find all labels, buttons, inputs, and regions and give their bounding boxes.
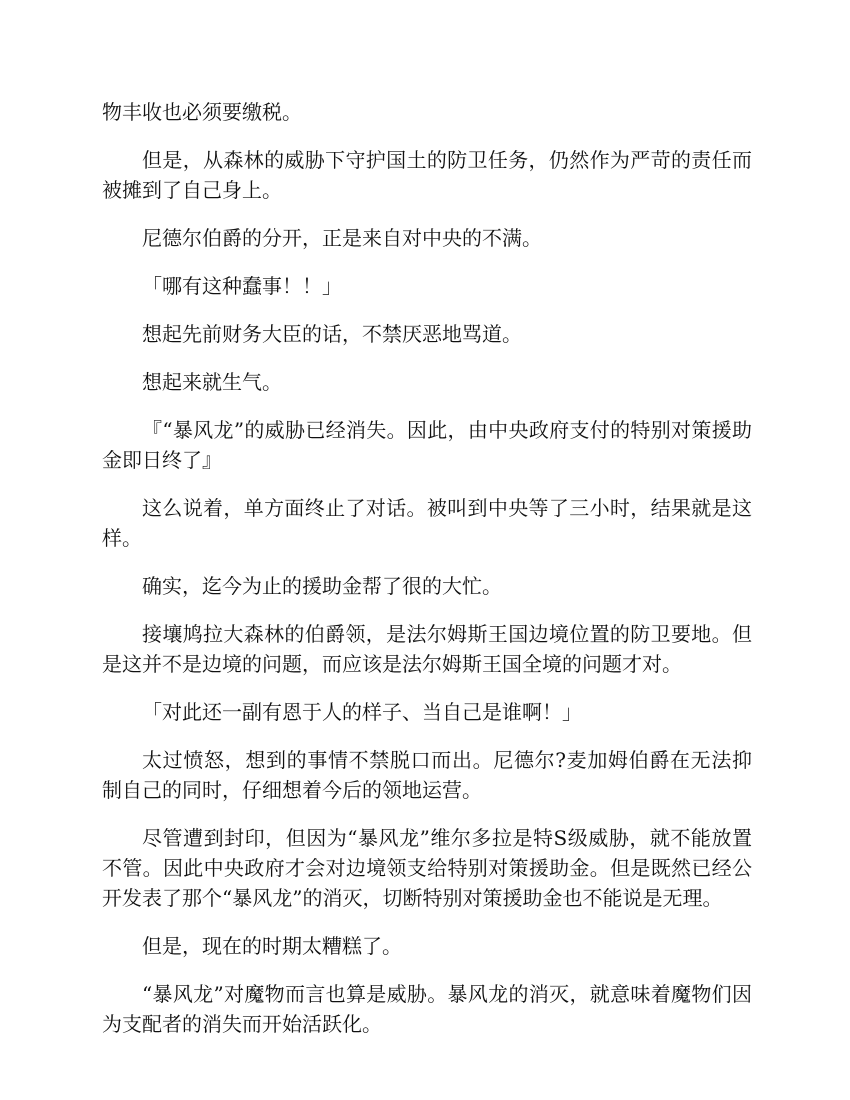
paragraph-14: 但是，现在的时期太糟糕了。 (142, 934, 402, 958)
paragraph-1: 物丰收也必须要缴税。 (102, 100, 302, 124)
paragraph-12: 太过愤怒，想到的事情不禁脱口而出。尼德尔?麦加姆伯爵在无法抑制自己的同时，仔细想着今后的领地运营。 (102, 748, 752, 802)
paragraph-2: 但是，从森林的威胁下守护国土的防卫任务，仍然作为严苛的责任而被摊到了自己身上。 (102, 148, 752, 202)
paragraph-8: 这么说着，单方面终止了对话。被叫到中央等了三小时，结果就是这样。 (102, 496, 752, 550)
paragraph-11: 「对此还一副有恩于人的样子、当自己是谁啊！」 (142, 700, 582, 724)
paragraph-6: 想起来就生气。 (142, 370, 282, 394)
text-body (102, 97, 752, 1057)
paragraph-3: 尼德尔伯爵的分开，正是来自对中央的不满。 (142, 226, 542, 250)
paragraph-7: 『“暴风龙”的威胁已经消失。因此，由中央政府支付的特别对策援助金即日终了』 (102, 418, 752, 472)
paragraph-5: 想起先前财务大臣的话，不禁厌恶地骂道。 (142, 322, 522, 346)
paragraph-9: 确实，迄今为止的援助金帮了很的大忙。 (142, 574, 502, 598)
paragraph-4: 「哪有这种蠢事！！」 (142, 274, 342, 298)
paragraph-13: 尽管遭到封印，但因为“暴风龙”维尔多拉是特S级威胁，就不能放置不管。因此中央政府才会对边境领支给特别对策援助金。但是既然已经公开发表了那个“暴风龙”的消灭，切断特别对策援助金也不能说是无理。 (102, 826, 752, 910)
paragraph-10: 接壤鸠拉大森林的伯爵领，是法尔姆斯王国边境位置的防卫要地。但是这并不是边境的问题，而应该是法尔姆斯王国全境的问题才对。 (102, 622, 752, 676)
paragraph-15: “暴风龙”对魔物而言也算是威胁。暴风龙的消灭，就意味着魔物们因为支配者的消失而开始活跃化。 (102, 982, 752, 1036)
